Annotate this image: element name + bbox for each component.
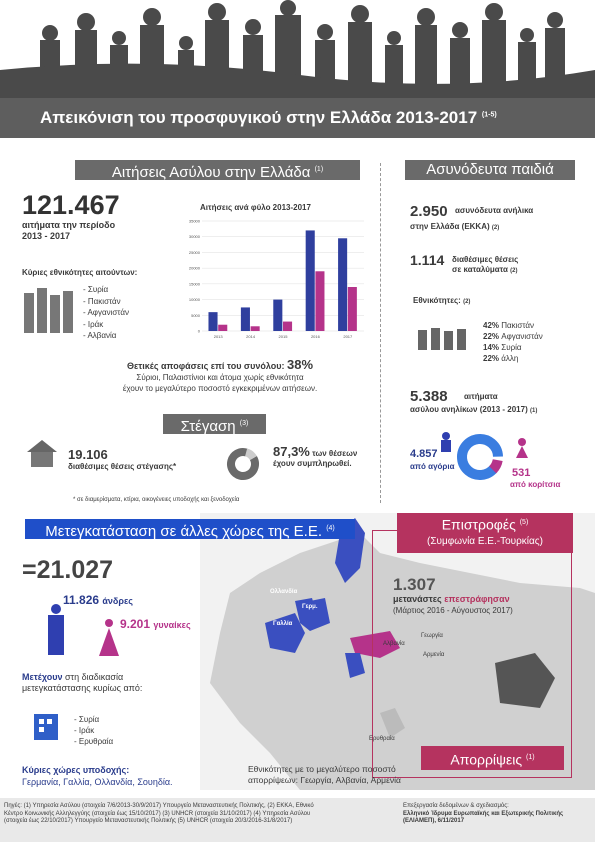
returns-period: (Μάρτιος 2016 - Αύγουστος 2017) [393,606,513,615]
divider-line [380,163,381,503]
housing-places: 19.106 [68,447,108,462]
map-label-de: Γερμ. [302,604,318,610]
chart-bar [208,312,217,331]
returns-count: 1.307 [393,575,436,594]
map-label-fr: Γαλλία [273,621,293,627]
chart-bar [306,230,315,331]
xtick-label: 2016 [310,334,320,339]
boys-label: από αγόρια [410,462,455,471]
relocation-men: 11.826 άνδρες [63,593,133,607]
credits-text: Επεξεργασία δεδομένων & σχεδιασμός: Ελληνικό Ίδρυμα Ευρωπαϊκής και Εξωτερικής Πολιτικής (ΕΛΙΑΜΕΠ), 6/11/2017 [403,803,564,824]
xtick-label: 2015 [278,334,288,339]
minors-places: 1.114 [410,252,445,268]
relocation-women: 9.201 γυναίκες [120,617,191,631]
minors-count-label: ασυνόδευτα ανήλικα [455,206,534,215]
chart-bar [283,322,292,331]
relocation-total: =21.027 [22,556,114,584]
girl-icon [514,438,530,458]
house-icon [25,438,60,473]
ytick-label: 20000 [188,265,200,271]
minors-count: 2.950 [410,203,448,220]
chart-bar [348,287,357,331]
chart-bar [218,325,227,331]
boy-icon [438,432,454,452]
map-label-er: Ερυθραία [369,736,395,742]
map-label-ge: Γεωργία [421,633,443,639]
map-label-al: Αλβανία [383,641,405,647]
minors-places-label: διαθέσιμες θέσεις σε καταλύματα (2) [452,255,519,274]
housing-places-label: διαθέσιμες θέσεις στέγασης* [68,462,177,471]
asylum-total: 121.467 [22,190,120,220]
hosts-list: Γερμανία, Γαλλία, Ολλανδία, Σουηδία. [22,777,173,787]
minors-apps: 5.388 [410,388,448,405]
xtick-label: 2017 [343,334,353,339]
minors-nat-title: Εθνικότητες: (2) [413,296,471,305]
nationalities-title: Κύριες εθνικότητες αιτούντων: [22,268,138,277]
map-label-am: Αρμενία [423,652,445,658]
chart-title: Αιτήσεις ανά φύλο 2013-2017 [200,203,311,212]
xtick-label: 2013 [213,334,223,339]
banner [0,0,595,150]
minors-count-label-2: στην Ελλάδα (ΕΚΚΑ) (2) [410,222,500,231]
relocation-participate: Μετέχουν στη διαδικασία μετεγκατάστασης κυρίως από: [22,672,143,693]
map-label-nl: Ολλανδία [270,589,298,595]
minors-donut [455,432,505,482]
chart-bar [338,238,347,331]
asylum-chart [180,215,370,350]
returns-frame [372,530,572,778]
minors-apps-label-1: αιτήματα [464,392,498,401]
title-bar [0,98,595,138]
children-icon [418,322,468,357]
positive-decisions: Θετικές αποφάσεις επί του συνόλου: 38% Σύριοι, Παλαιστίνιοι και άτομα χωρίς εθνικότητα έχουν το μεγαλύτερο ποσοστό εγκεκριμένων αιτήσεων. [122,357,318,393]
woman-icon [95,618,123,663]
girls-count: 531 [512,467,531,479]
returns-label: μετανάστες επεστράφησαν [393,594,510,604]
minors-nat-list: 42% Πακιστάν 22% Αφγανιστάν 14% Συρία 22% άλλη [483,321,543,363]
man-icon [38,603,78,663]
title-ref: (1-5) [481,111,497,119]
nationalities-list: - Συρία - Πακιστάν - Αφγανιστάν - Ιράκ - Αλβανία [83,285,129,340]
minors-apps-label-2: ασύλου ανηλίκων (2013 - 2017) (1) [410,405,538,414]
boys-count: 4.857 [410,448,438,460]
asylum-total-label: αιτήματα την περίοδο 2013 - 2017 [22,220,116,241]
page-title: Απεικόνιση του προσφυγικού στην Ελλάδα 2013-2017 [40,108,478,127]
ytick-label: 30000 [188,234,200,240]
housing-heading: Στέγαση $^{(3)}$ [163,414,266,434]
refugee-silhouettes-icon [0,0,595,104]
passport-icon [32,712,64,747]
ytick-label: 5000 [191,312,200,318]
relocation-heading: Μετεγκατάσταση σε άλλες χώρες της Ε.Ε. $^{(4)}$ [25,519,355,539]
deportations-heading: Απορρίψεις $^{(1)}$ [421,746,564,770]
returns-heading: Επιστροφές $^{(5)}$ (Συμφωνία Ε.Ε.-Τουρκίας) [397,513,573,553]
chart-bar [241,307,250,331]
ytick-label: 15000 [188,281,200,287]
housing-pct: 87,3% των θέσεων έχουν συμπληρωθεί. [273,444,358,468]
chart-bar [251,326,260,331]
hosts-title: Κύριες χώρες υποδοχής: [22,765,130,775]
sources-text: Πηγές: (1) Υπηρεσία Ασύλου (στοιχεία 7/6/2013-30/9/2017) Υπουργείο Μεταναστευτικής Πολιτικής, (2) ΕΚΚΑ, Εθνικό Κέντρο Κοινωνικής Αλληλεγγύης (στοιχεία έως 15/10/2017) (3) UNHCR (στοιχεία 31/10/2017) (4) Υπηρεσία Ασύλου (στοιχεία έως 22/10/2017) Υπουργείο Μεταναστευτικής Πολιτικής (5) UNHCR (στοιχεία 20/3/2016-31/8/2017) [4,803,314,824]
xtick-label: 2014 [246,334,256,339]
ytick-label: 35000 [188,218,200,224]
asylum-heading: Αιτήσεις Ασύλου στην Ελλάδα $^{(1)}$ [75,160,360,180]
girls-label: από κορίτσια [510,480,561,489]
housing-donut [225,446,261,482]
nationalities-icon [22,283,77,341]
deportations-note: Εθνικότητες με το μεγαλύτερο ποσοστό απορρίψεων: Γεωργία, Αλβανία, Αρμενία [248,764,401,785]
minors-heading: Ασυνόδευτα παιδιά [405,160,575,180]
ytick-label: 25000 [188,249,200,255]
housing-footnote: * σε διαμερίσματα, κτίρια, οικογένειες υποδοχής και ξενοδοχεία [73,497,240,503]
chart-bar [315,271,324,331]
ytick-label: 0 [197,328,200,334]
ytick-label: 10000 [188,297,200,303]
chart-bar [273,300,282,331]
relocation-from: - Συρία - Ιράκ - Ερυθραία [74,715,114,746]
